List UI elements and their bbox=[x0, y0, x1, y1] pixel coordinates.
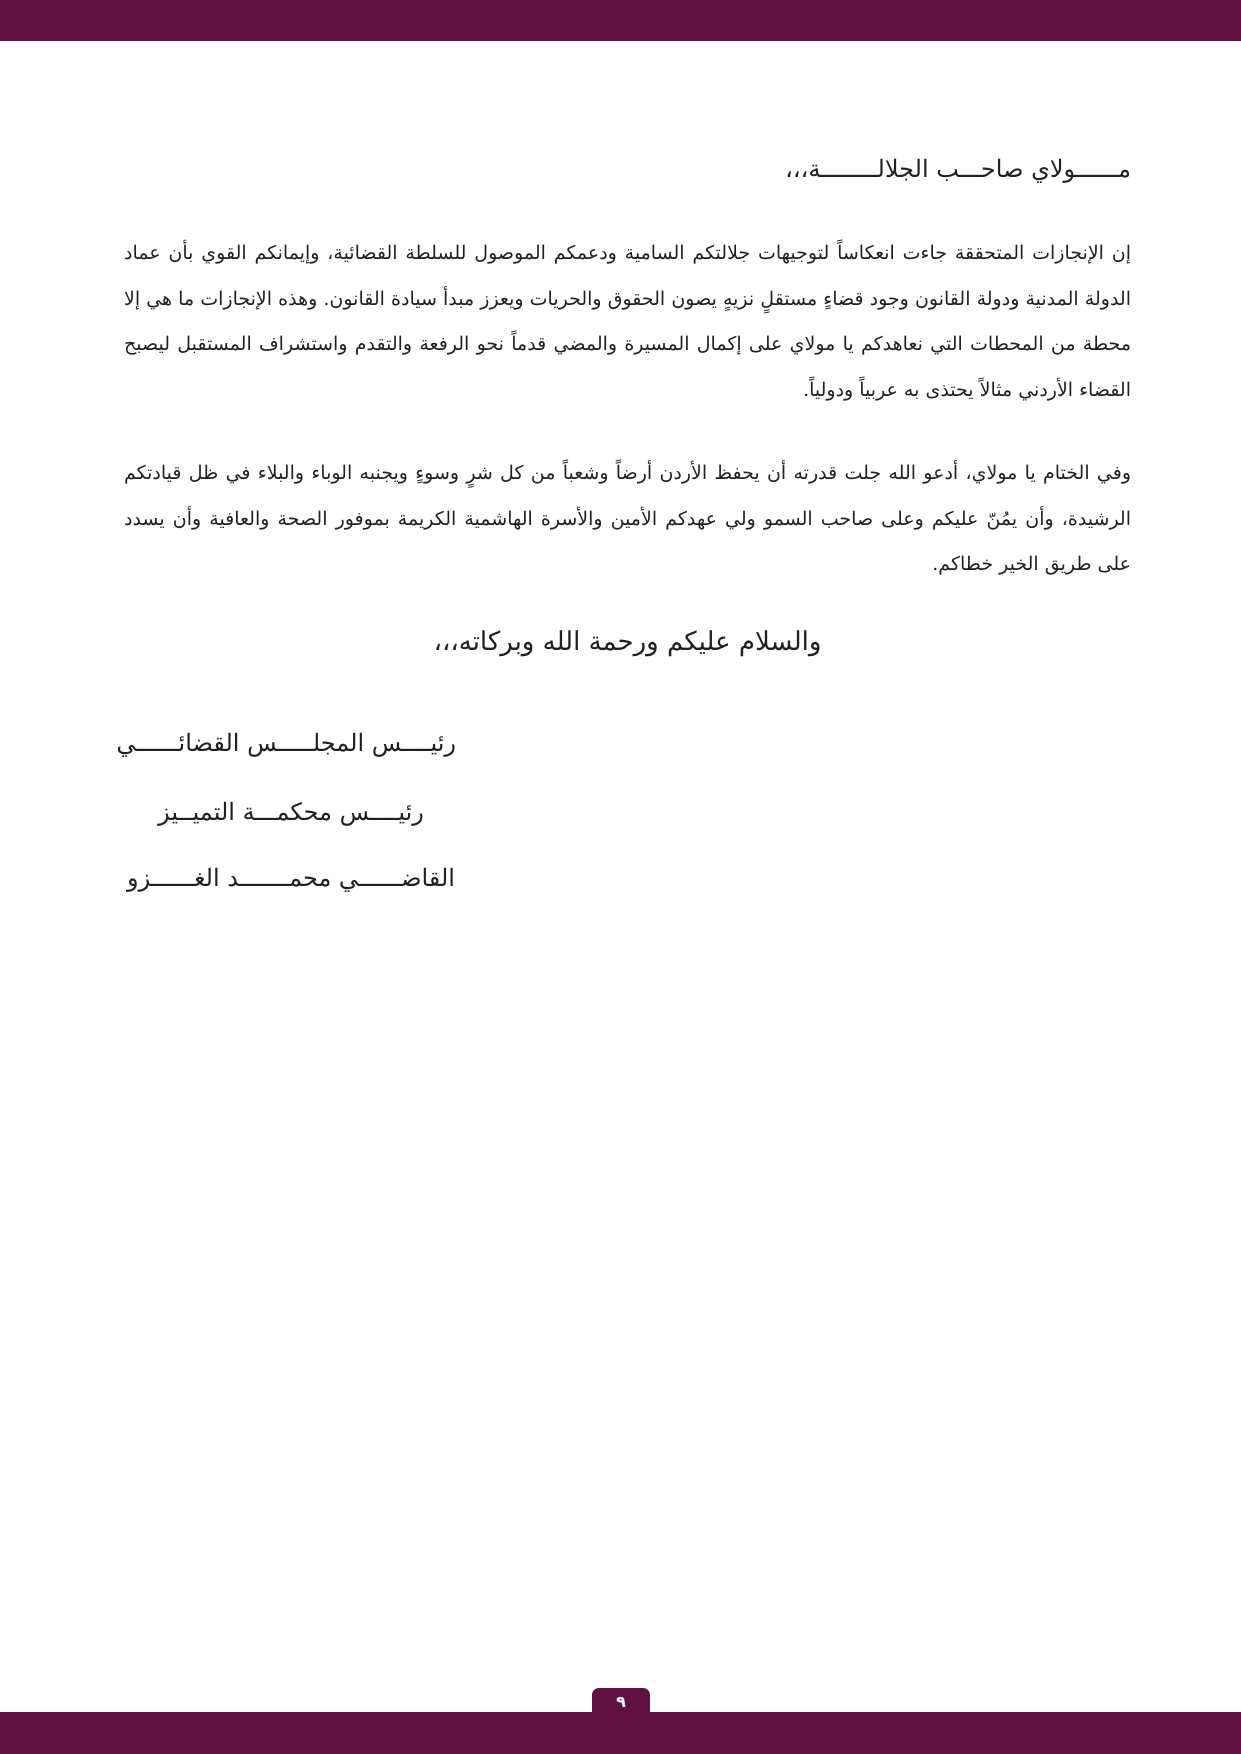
signature-title-court: رئيــــس محكمـــة التميــيز bbox=[158, 798, 424, 826]
salutation: مــــــولاي صاحـــب الجلالــــــــة،،، bbox=[785, 155, 1131, 183]
closing-greeting: والسلام عليكم ورحمة الله وبركاته،،، bbox=[433, 627, 822, 657]
paragraph-achievements: إن الإنجازات المتحققة جاءت انعكاساً لتوجيهات جلالتكم السامية ودعمكم الموصول للسلطة القضائية، وإيمانكم القوي بأن عماد الدولة المدنية ودولة القانون وجود قضاءٍ مستقلٍ نزيهٍ يصون الحقوق والحريات ويعزز مبدأ سيادة القانون. وهذه الإنجازات ما هي إلا محطة من المحطات التي نعاهدكم يا مولاي على إكمال المسيرة والمضي قدماً نحو الرفعة والتقدم واستشراف المستقبل ليصبح القضاء الأردني مثالاً يحتذى به عربياً ودولياً. bbox=[124, 242, 1131, 401]
signature-name: القاضــــــي محمـــــــد الغــــــزو bbox=[127, 864, 455, 892]
header-bar bbox=[0, 0, 1241, 41]
footer-bar bbox=[0, 1712, 1241, 1754]
page-number: ٩ bbox=[592, 1688, 650, 1718]
signature-title-council: رئيــــس المجلـــــس القضائــــــي bbox=[116, 729, 456, 757]
paragraph-conclusion: وفي الختام يا مولاي، أدعو الله جلت قدرته أن يحفظ الأردن أرضاً وشعباً من كل شرٍ وسوءٍ ويجنبه الوباء والبلاء في ظل قيادتكم الرشيدة، وأن يمُنّ عليكم وعلى صاحب السمو ولي عهدكم الأمين والأسرة الهاشمية الكريمة بموفور الصحة والعافية وأن يسدد على طريق الخير خطاكم. bbox=[124, 462, 1131, 575]
